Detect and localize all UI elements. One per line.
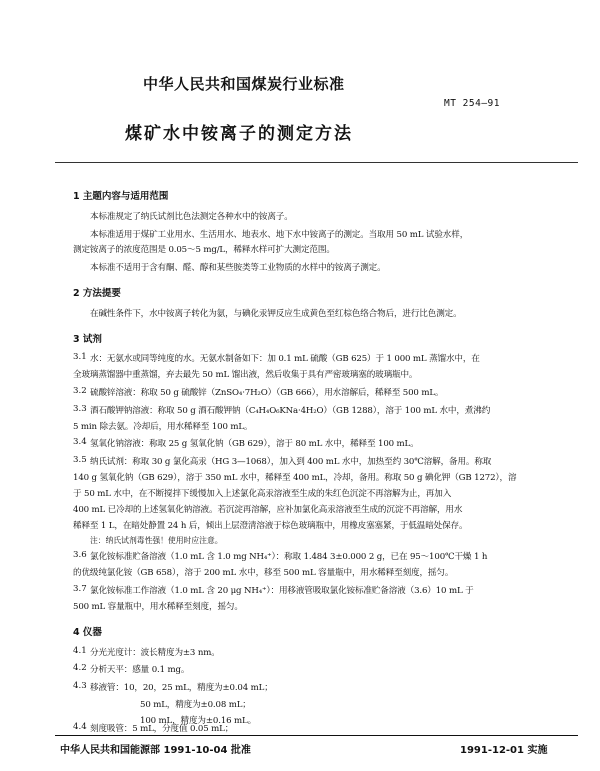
document-title: 煤矿水中铵离子的测定方法 — [125, 124, 353, 144]
section-heading-principle: 2 方法提要 — [73, 288, 121, 299]
scope-paragraph-1: 本标准规定了纳氏试剂比色法测定各种水中的铵离子。 — [90, 212, 293, 222]
reagent-working-standard-line-2: 500 mL 容量瓶中，用水稀释至刻度，摇匀。 — [73, 602, 243, 612]
reagent-stock-standard-line-2: 的优级纯氯化铵（GB 658），溶于 200 mL 水中，移至 500 mL 容量瓶中，用水稀释至刻度，摇匀。 — [73, 568, 454, 578]
section-heading-apparatus: 4 仪器 — [73, 627, 102, 638]
apparatus-pipette-line-1: 移液管：10，20，25 mL，精度为±0.04 mL； — [90, 683, 273, 693]
reagent-nessler-line-5: 稀释至 1 L，在暗处静置 24 h 后，倾出上层澄清溶液于棕色玻璃瓶中，用橡皮塞塞紧，于低温暗处保存。 — [73, 521, 468, 531]
clause-number: 4.4 — [73, 722, 87, 732]
nessler-toxicity-note: 注：纳氏试剂毒性强！使用时应注意。 — [90, 536, 223, 545]
scope-paragraph-2-line-1: 本标准适用于煤矿工业用水、生活用水、地表水、地下水中铵离子的测定。当取用 50 mL 试验水样， — [90, 230, 469, 240]
clause-number: 3.3 — [73, 404, 87, 414]
footer-divider — [55, 735, 578, 736]
clause-number: 3.1 — [73, 352, 87, 362]
clause-number: 3.7 — [73, 584, 87, 594]
reagent-nessler-line-2: 140 g 氢氧化钠（GB 629），溶于 350 mL 水中，稀释至 400 mL，冷却，备用。称取 50 g 碘化钾（GB 1272），溶 — [73, 473, 517, 483]
reagent-water-line-1: 水：无氨水或同等纯度的水。无氨水制备如下：加 0.1 mL 硫酸（GB 625）于 1 000 mL 蒸馏水中，在 — [90, 354, 480, 364]
clause-number: 4.1 — [73, 646, 87, 656]
clause-number: 3.2 — [73, 386, 87, 396]
apparatus-spectrophotometer: 分光光度计：波长精度为±3 nm。 — [90, 648, 220, 658]
clause-number: 3.6 — [73, 550, 87, 560]
reagent-nessler-line-1: 纳氏试剂：称取 30 g 氯化高汞（HG 3—1068），加入到 400 mL 水中，加热至约 30℃溶解，备用。称取 — [90, 457, 492, 467]
clause-number: 3.5 — [73, 455, 87, 465]
reagent-sodium-hydroxide: 氢氧化钠溶液：称取 25 g 氢氧化钠（GB 629），溶于 80 mL 水中，稀释至 100 mL。 — [90, 439, 419, 449]
apparatus-graduated-pipette: 刻度吸管：5 mL，分度值 0.05 mL； — [90, 724, 234, 734]
principle-paragraph: 在碱性条件下，水中铵离子转化为氨，与碘化汞钾反应生成黄色至红棕色络合物后，进行比色测定。 — [90, 309, 462, 319]
header-divider — [55, 162, 578, 163]
reagent-tartrate-line-1: 酒石酸钾钠溶液：称取 50 g 酒石酸钾钠（C₄H₄O₆KNa·4H₂O）（GB 1288），溶于 100 mL 水中，煮沸约 — [90, 406, 491, 416]
reagent-working-standard-line-1: 氯化铵标准工作溶液（1.0 mL 含 20 μg NH₄⁺）：用移液管吸取氯化铵标准贮备溶液（3.6）10 mL 于 — [90, 586, 474, 596]
reagent-tartrate-line-2: 5 min 除去氨。冷却后，用水稀释至 100 mL。 — [73, 422, 253, 432]
implementation-date: 1991-12-01 实施 — [460, 745, 548, 756]
section-heading-reagents: 3 试剂 — [73, 334, 102, 345]
standard-org-title: 中华人民共和国煤炭行业标准 — [143, 75, 345, 93]
standard-number: MT 254—91 — [444, 98, 500, 109]
clause-number: 4.3 — [73, 681, 87, 691]
apparatus-pipette-line-3: 100 mL，精度为±0.16 mL。 — [140, 716, 257, 726]
clause-number: 4.2 — [73, 663, 87, 673]
reagent-zinc-sulfate: 硫酸锌溶液：称取 50 g 硫酸锌（ZnSO₄·7H₂O）（GB 666），用水溶解后，稀释至 500 mL。 — [90, 388, 444, 398]
reagent-water-line-2: 全玻璃蒸馏器中重蒸馏，弃去最先 50 mL 馏出液，然后收集于具有严密玻璃塞的玻璃瓶中。 — [73, 370, 418, 380]
apparatus-pipette-line-2: 50 mL，精度为±0.08 mL； — [140, 700, 251, 710]
scope-paragraph-3: 本标准不适用于含有酮、醛、醇和某些胺类等工业物质的水样中的铵离子测定。 — [90, 263, 386, 273]
approval-statement: 中华人民共和国能源部 1991-10-04 批准 — [60, 745, 251, 756]
reagent-nessler-line-4: 400 mL 已冷却的上述氢氧化钠溶液。若沉淀再溶解，应补加氯化高汞溶液至生成的沉淀不再溶解，用水 — [73, 505, 463, 515]
clause-number: 3.4 — [73, 437, 87, 447]
apparatus-balance: 分析天平：感量 0.1 mg。 — [90, 665, 190, 675]
reagent-stock-standard-line-1: 氯化铵标准贮备溶液（1.0 mL 含 1.0 mg NH₄⁺）：称取 1.484 3±0.000 2 g，已在 95～100℃干燥 1 h — [90, 552, 488, 562]
reagent-nessler-line-3: 于 50 mL 水中，在不断搅拌下缓慢加入上述氯化高汞溶液至生成的朱红色沉淀不再溶解为止，再加入 — [73, 489, 452, 499]
scope-paragraph-2-line-2: 测定铵离子的浓度范围是 0.05～5 mg/L，稀释水样可扩大测定范围。 — [73, 245, 335, 255]
section-heading-scope: 1 主题内容与适用范围 — [73, 191, 169, 202]
